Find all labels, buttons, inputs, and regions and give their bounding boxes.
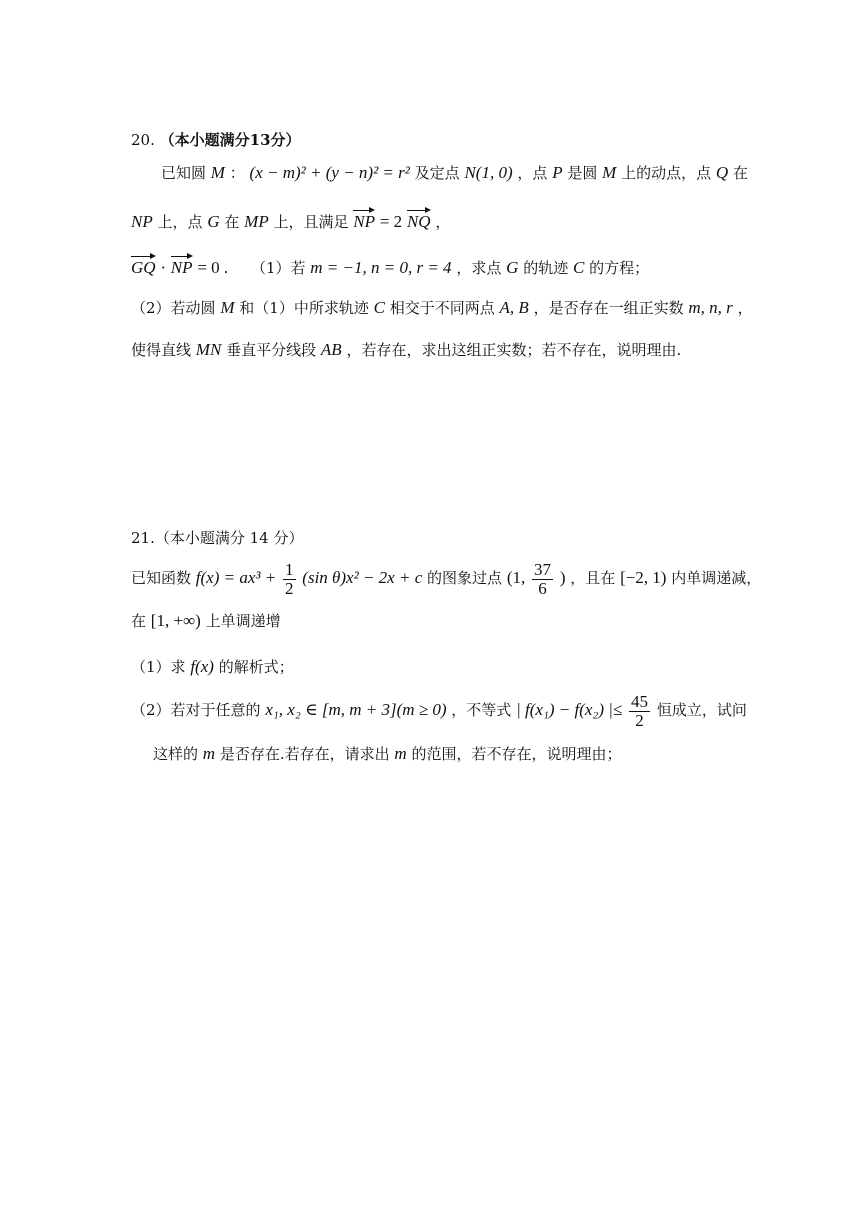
q20-line-2	[131, 207, 450, 233]
point-Q: Q	[715, 163, 729, 182]
text: 恒成立，试问	[656, 701, 747, 719]
numerator: 37	[534, 559, 552, 579]
text: 上，且满足	[273, 213, 349, 231]
points-AB: A, B	[499, 298, 529, 317]
text: 的方程；	[589, 259, 650, 277]
q20-line-5	[131, 339, 681, 361]
math-m: m	[394, 744, 407, 763]
point-N: N(1, 0)	[464, 163, 513, 182]
text: 在	[732, 164, 748, 182]
point-G: G	[506, 258, 519, 277]
q20-line-4	[131, 297, 753, 319]
curve-C: C	[572, 258, 585, 277]
point-P: P	[552, 163, 563, 182]
q20-header	[131, 129, 301, 151]
text: ，点	[517, 164, 548, 182]
text: 上，点	[157, 213, 203, 231]
segment-NP: NP	[131, 212, 153, 231]
text: ，求点	[456, 259, 502, 277]
inequality: | f(x₁) − f(x₂) |≤	[516, 700, 623, 719]
text: ：	[229, 164, 245, 182]
q21-header	[131, 527, 303, 549]
text: （1）若	[250, 259, 306, 277]
fraction-one-half	[283, 561, 296, 598]
segment-AB: AB	[320, 340, 342, 359]
text: 已知圆	[161, 164, 207, 182]
math-m: m	[202, 744, 216, 763]
text: 已知函数	[131, 569, 192, 587]
math-M: M	[220, 298, 235, 317]
q21-score-note: 21.（本小题满分 14 分）	[131, 529, 304, 547]
math-eq: = 0 .	[197, 258, 229, 277]
text: 的解析式；	[218, 658, 294, 676]
text: ，是否存在一组正实数	[533, 299, 684, 317]
q20-score-note: （本小题满分13分）	[159, 131, 301, 149]
math-eq: = 2	[379, 212, 403, 231]
function-part: f(x) = ax³ +	[195, 568, 277, 587]
denominator: 2	[635, 710, 644, 730]
q21-line-3	[131, 656, 294, 678]
q21-line-1	[131, 560, 761, 598]
q21-line-5	[153, 743, 622, 765]
text: 在	[224, 213, 240, 231]
vector-NP: NP	[171, 253, 193, 279]
text: 及定点	[414, 164, 460, 182]
text: 是圆	[567, 164, 598, 182]
text: 这样的	[153, 745, 199, 763]
denominator: 2	[285, 578, 294, 598]
text: 的轨迹	[523, 259, 569, 277]
text: （2）若动圆	[131, 299, 216, 317]
text: ，且在	[570, 569, 616, 587]
text: 上的动点，点	[621, 164, 712, 182]
interval: [1, +∞)	[150, 611, 201, 630]
text: 使得直线	[131, 341, 192, 359]
curve-C: C	[373, 298, 385, 317]
q21-line-4	[131, 692, 747, 730]
point-part: )	[559, 568, 566, 587]
text: （2）若对于任意的	[131, 701, 261, 719]
domain-condition: x₁, x₂ ∈ [m, m + 3](m ≥ 0)	[265, 700, 447, 719]
numerator: 45	[631, 691, 649, 711]
text: 在	[131, 612, 147, 630]
text: ，不等式	[451, 701, 512, 719]
vector-NP: NP	[353, 207, 375, 233]
circle-equation: (x − m)² + (y − n)² = r²	[249, 163, 410, 182]
text: 的范围，若不存在，说明理由；	[411, 745, 622, 763]
segment-MP: MP	[244, 212, 269, 231]
vector-NQ: NQ	[407, 207, 431, 233]
condition: m = −1, n = 0, r = 4	[310, 258, 452, 277]
text: 垂直平分线段	[226, 341, 317, 359]
text: （1）求	[131, 658, 186, 676]
text: 是否存在.若存在，请求出	[219, 745, 390, 763]
text: ，	[435, 213, 451, 231]
fraction-45-2	[629, 693, 650, 730]
text: 和（1）中所求轨迹	[239, 299, 369, 317]
q20-line-3	[131, 253, 649, 279]
text: 的图象过点	[427, 569, 503, 587]
text: 上单调递增	[205, 612, 281, 630]
math-M: M	[602, 163, 617, 182]
line-MN: MN	[195, 340, 222, 359]
numerator: 1	[285, 559, 294, 579]
math-dot: ·	[160, 258, 167, 277]
text: ，	[737, 299, 753, 317]
math-M: M	[210, 163, 225, 182]
interval: [−2, 1)	[620, 568, 667, 587]
point-part: (1,	[506, 568, 526, 587]
function-f: f(x)	[190, 657, 214, 676]
point-G: G	[207, 212, 220, 231]
q20-number: 20.	[131, 131, 155, 149]
math-mnr: m, n, r	[688, 298, 733, 317]
denominator: 6	[538, 578, 547, 598]
text: 内单调递减，	[671, 569, 762, 587]
function-part: (sin θ)x² − 2x + c	[302, 568, 423, 587]
q21-line-2	[131, 610, 281, 632]
text: 相交于不同两点	[389, 299, 495, 317]
fraction-37-6	[532, 561, 553, 598]
q20-line-1	[161, 162, 748, 184]
text: ，若存在，求出这组正实数；若不存在，说明理由.	[346, 341, 682, 359]
vector-GQ: GQ	[131, 253, 156, 279]
